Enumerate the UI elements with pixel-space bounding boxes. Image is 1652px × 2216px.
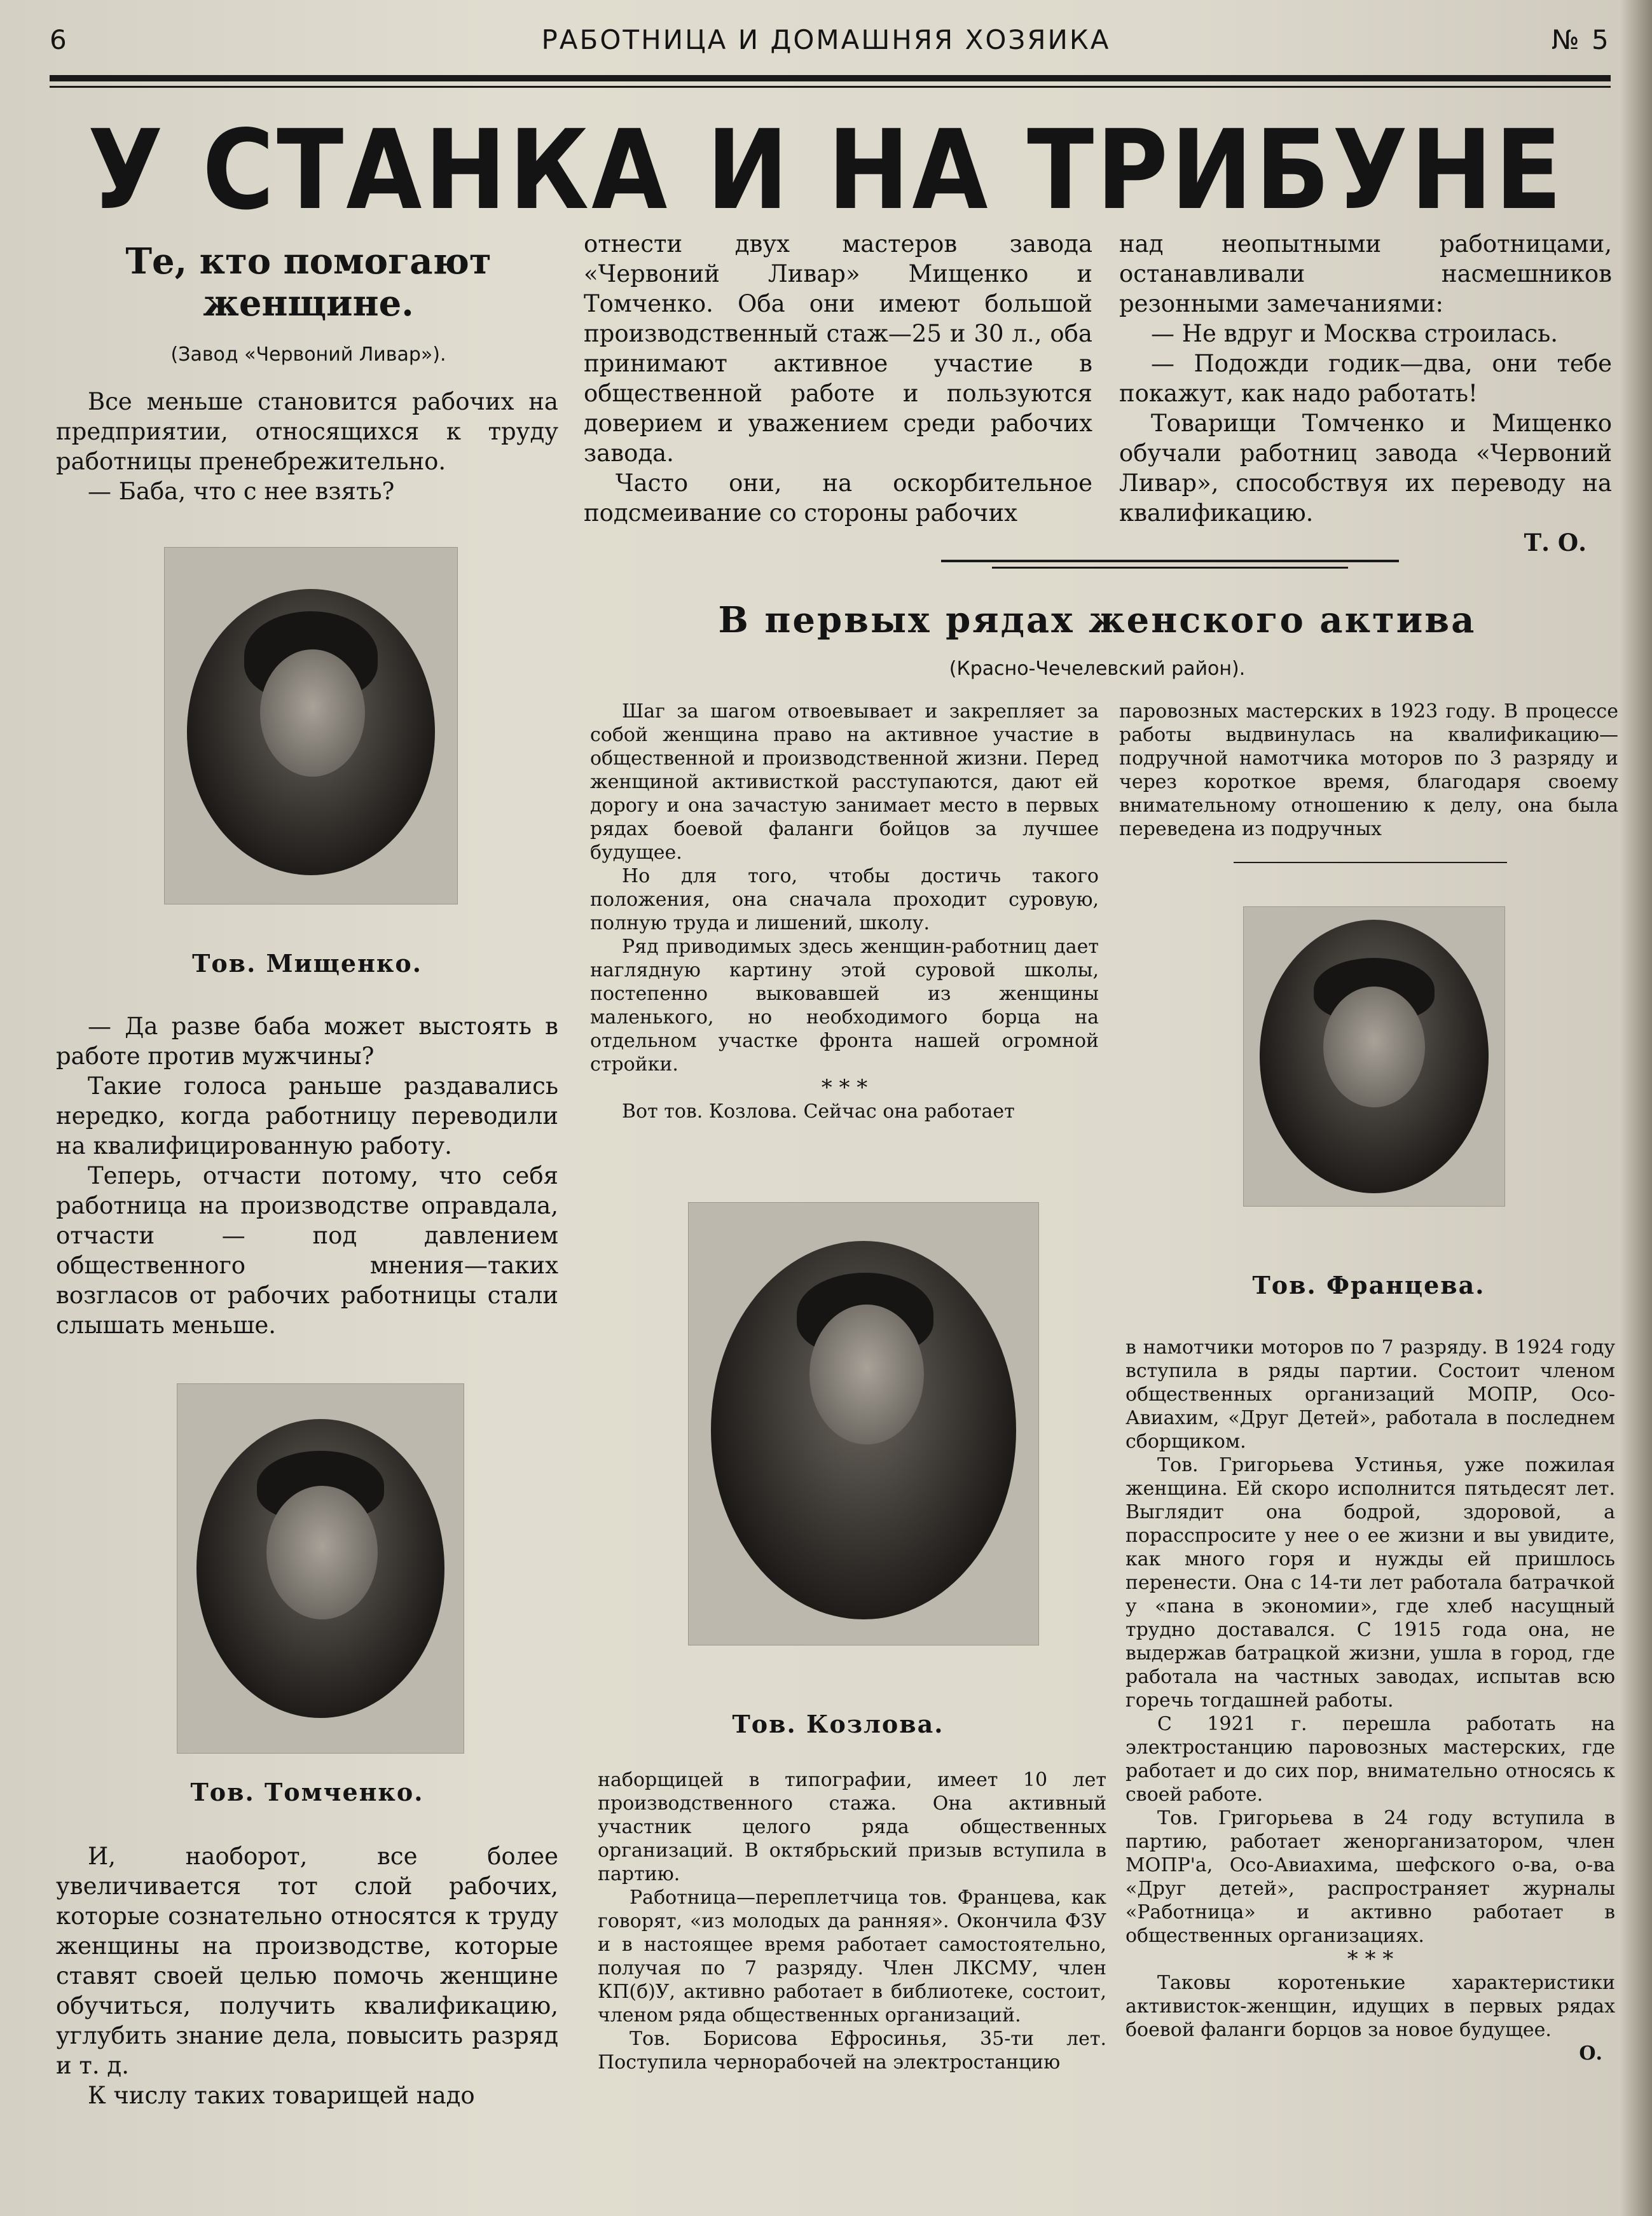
paragraph: в намотчики моторов по 7 разряду. В 1924 году вступила в ряды партии. Состоит членом общественных организаций МОПР, Осо-Авиахим, «Друг Детей», работала в последнем сборщиком. (1125, 1336, 1615, 1453)
article2-title: В первых рядах женского актива (718, 599, 1476, 641)
paragraph: паровозных мастерских в 1923 году. В процессе работы выдвинулась на квалификацию—подручной намотчика моторов по 3 разряду и через короткое время, благодаря своему внимательному отношению к делу, она была переведена из подручных (1119, 700, 1618, 840)
paragraph: Но для того, чтобы достичь такого положения, она сначала проходит суровую, полную труда и лишений, школу. (590, 865, 1099, 934)
photo-mishchenko (164, 547, 458, 904)
page-number: 6 (50, 24, 69, 55)
photo-face (266, 1486, 378, 1619)
paragraph: Товарищи Томченко и Мищенко обучали работниц завода «Червоний Ливар», способствуя их переводу на квалификацию. (1119, 410, 1612, 527)
caption-frantseva: Тов. Францева. (1252, 1271, 1485, 1299)
paragraph: Тов. Григорьева Устинья, уже пожилая женщина. Ей скоро исполнится пятьдесят лет. Выглядит она бодрой, здоровой, а порасспросите у нее о ее жизни и вы увидите, как много горя и нужды ей пришлось перенести. Она с 14-ти лет работала батрачкой у «пана в экономии», где хлеб насущный трудно доставался. С 1915 года она, не выдержав батрацкой жизни, ушла в город, где работала на частных заводах, испытав всю горечь тогдашней работы. (1125, 1454, 1615, 1712)
paragraph: Все меньше становится рабочих на предприятии, относящихся к труду работницы пренебрежительно. (56, 388, 558, 475)
article1-title-line2: женщине. (203, 282, 414, 324)
paragraph: — Подожди годик—два, они тебе покажут, как надо работать! (1119, 350, 1612, 407)
paragraph: И, наоборот, все более увеличивается тот слой рабочих, которые сознательно относятся к труду женщины на производстве, которые ставят своей целью помочь женщине обучиться, получить квалификацию, углубить знание дела, повысить разряд и т. д. (56, 1843, 558, 2079)
header-rule-thin (50, 86, 1611, 88)
article1-title-line1: Те, кто помогают (125, 240, 492, 282)
photo-face (1323, 987, 1425, 1107)
paragraph: С 1921 г. перешла работать на электростанцию паровозных мастерских, где работает и до сих пор, внимательно относясь к своей работе. (1125, 1713, 1615, 1806)
paragraph: Вот тов. Козлова. Сейчас она работает (622, 1100, 1015, 1123)
paragraph: Тов. Борисова Ефросинья, 35-ти лет. Поступила чернорабочей на электростанцию (598, 2028, 1106, 2074)
paragraph: над неопытными работницами, останавливали насмешников резонными замечаниями: (1119, 230, 1612, 317)
article-separator (941, 560, 1399, 562)
article2-col2-top (1119, 700, 1618, 841)
article2-signature: О. (1579, 2042, 1602, 2065)
paragraph: Теперь, отчасти потому, что себя работница на производстве оправдала, отчасти — под давлением общественного мнения—таких возгласов от рабочих работницы стали слышать меньше. (56, 1162, 558, 1339)
article2-subtitle: (Красно-Чечелевский район). (949, 658, 1246, 680)
paragraph: — Не вдруг и Москва строилась. (1151, 320, 1558, 347)
section-stars: * * * (1347, 1946, 1394, 1972)
header-rule-thick (50, 75, 1611, 81)
article1-col3 (1119, 229, 1612, 558)
masthead: РАБОТНИЦА И ДОМАШНЯЯ ХОЗЯИКА (541, 24, 1111, 55)
article2-col1-top (590, 700, 1099, 1123)
paragraph: Таковы коротенькие характеристики активисток-женщин, идущих в первых рядах боевой фаланги борцов за новое будущее. (1125, 1972, 1615, 2041)
paragraph: Работница—переплетчица тов. Францева, как говорят, «из молодых да ранняя». Окончила ФЗУ и в настоящее время работает самостоятельно, получая по 7 разряду. Член ЛКСМУ, член КП(б)У, активно работает в библиотеке, состоит, членом ряда общественных организаций. (598, 1887, 1106, 2026)
photo-frantseva (1243, 906, 1505, 1207)
photo-face (809, 1305, 924, 1444)
paragraph: наборщицей в типографии, имеет 10 лет производственного стажа. Она активный участник целого ряда общественных организаций. В октябрьский призыв вступила в партию. (598, 1769, 1106, 1885)
photo-tomchenko (177, 1383, 464, 1754)
photo-kozlova (688, 1202, 1039, 1645)
paragraph: Ряд приводимых здесь женщин-работниц дает наглядную картину этой суровой школы, постепенно выковавшей из женщины маленького, но необходимого борца на отдельном участке фронта нашей огромной стройки. (590, 936, 1099, 1076)
divider-line (1234, 862, 1507, 863)
paragraph: Такие голоса раньше раздавались нередко, когда работницу переводили на квалифицированную работу. (56, 1072, 558, 1160)
article1-col1-bottom (56, 1841, 558, 2110)
caption-kozlova: Тов. Козлова. (732, 1710, 944, 1738)
article1-signature: Т. О. (1524, 529, 1587, 557)
page-headline: У СТАНКА И НА ТРИБУНЕ (87, 107, 1565, 235)
article1-col1-top (56, 387, 558, 506)
caption-mishchenko: Тов. Мищенко. (192, 949, 422, 978)
paragraph: Шаг за шагом отвоевывает и закрепляет за собой женщина право на активное участие в общественной и производственной жизни. Перед женщиной активисткой расступаются, дают ей дорогу и она зачастую занимает место в первых рядах боевой фаланги бойцов за лучшее будущее. (590, 700, 1099, 864)
article1-title (57, 240, 560, 324)
article1-col2 (584, 229, 1092, 528)
photo-face (260, 649, 365, 777)
paragraph: — Баба, что с нее взять? (88, 478, 395, 505)
paragraph: — Да разве баба может выстоять в работе против мужчины? (56, 1013, 558, 1070)
paragraph: Часто они, на оскорбительное подсмеивание со стороны рабочих (584, 469, 1092, 527)
issue-number: № 5 (1552, 24, 1611, 55)
paragraph: Тов. Григорьева в 24 году вступила в партию, работает женорганизатором, член МОПР'а, Осо-Авиахима, шефского о-ва, о-ва «Друг детей», распространяет журналы «Работница» и активно работает в общественных организациях. (1125, 1807, 1615, 1947)
article2-col2-bottom (1125, 1336, 1615, 2065)
caption-tomchenko: Тов. Томченко. (190, 1778, 424, 1806)
paragraph: К числу таких товарищей надо (88, 2082, 475, 2109)
article1-subtitle: (Завод «Червоний Ливар»). (170, 343, 446, 366)
section-stars: * * * (821, 1075, 868, 1100)
article-separator-thin (992, 567, 1348, 569)
page-edge-shadow (1620, 0, 1652, 2216)
paragraph: отнести двух мастеров завода «Червоний Ливар» Мищенко и Томченко. Оба они имеют большой производственный стаж—25 и 30 л., оба принимают активное участие в общественной работе и пользуются доверием и уважением среди рабочих завода. (584, 230, 1092, 467)
article2-col1-bottom (598, 1768, 1106, 2074)
article1-col1-mid (56, 1011, 558, 1340)
